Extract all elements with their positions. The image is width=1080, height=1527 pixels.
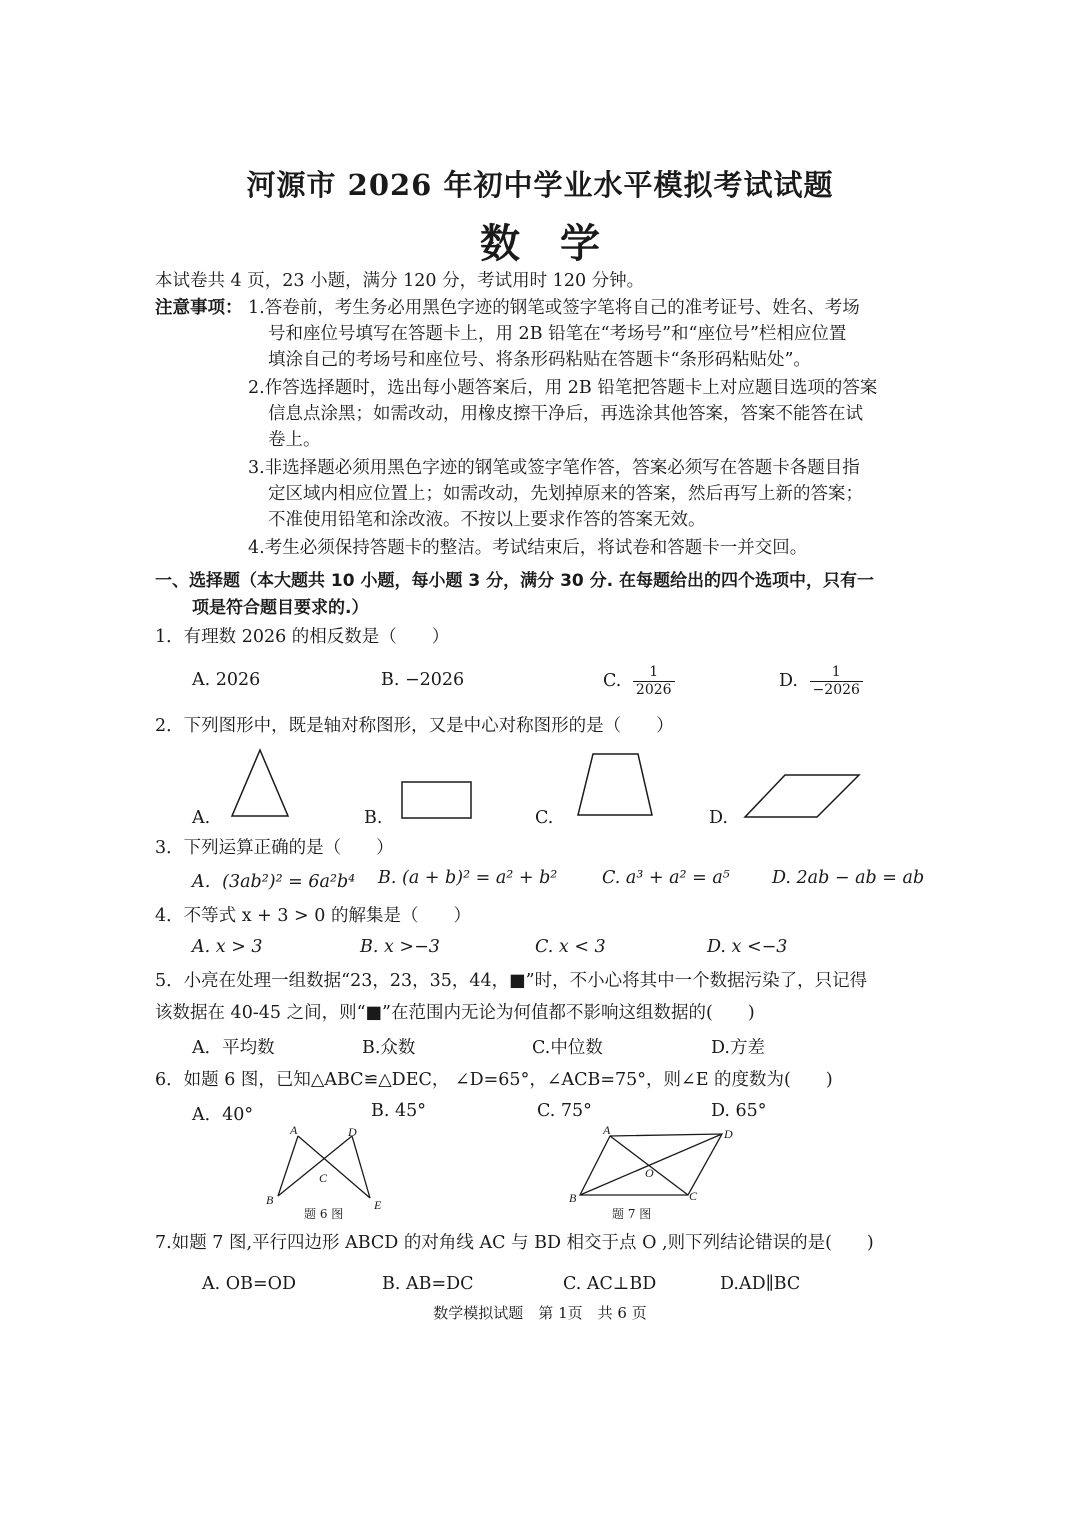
q1-option-a: A. 2026 <box>192 670 261 690</box>
q6-stem: 6．如题 6 图，已知△ABC≌△DEC， ∠D=65°，∠ACB=75°，则∠E 的度数为( ) <box>155 1070 833 1090</box>
q7-label-c: C <box>689 1189 698 1203</box>
q7-option-a: A. OB=OD <box>202 1274 297 1294</box>
q2-option-b-label: B. <box>364 808 383 828</box>
q7-figure <box>565 1122 745 1226</box>
section-1-heading-cont: 项是符合题目要求的.） <box>192 598 369 618</box>
q4-option-d: D. x <−3 <box>707 937 788 957</box>
q2-option-d-label: D. <box>709 808 728 828</box>
q2-parallelogram-figure <box>743 773 863 821</box>
q1-option-d <box>779 664 863 699</box>
q3-stem: 3．下列运算正确的是（ ） <box>155 838 394 858</box>
notice-2-line-3: 卷上。 <box>268 430 321 450</box>
q2-rectangle-figure <box>400 780 474 820</box>
q1-option-b: B. −2026 <box>381 670 465 690</box>
q6-option-b: B. 45° <box>371 1101 427 1121</box>
q6-label-a: A <box>290 1123 298 1137</box>
section-1-heading: 一、选择题（本大题共 10 小题，每小题 3 分，满分 30 分. 在每题给出的四个选项中，只有一 <box>155 571 875 591</box>
q2-trapezoid-figure <box>576 752 656 818</box>
q1-stem: 1．有理数 2026 的相反数是（ ） <box>155 627 450 647</box>
q1-option-d-fraction <box>810 664 863 699</box>
q1-option-c-numerator: 1 <box>633 664 675 682</box>
q1-option-d-numerator: 1 <box>810 664 863 682</box>
q6-label-e: E <box>374 1198 382 1212</box>
q6-label-b: B <box>266 1193 274 1207</box>
q6-option-d: D. 65° <box>711 1101 767 1121</box>
q5-option-b: B.众数 <box>362 1038 416 1058</box>
q7-option-b: B. AB=DC <box>382 1274 474 1294</box>
q7-label-b: B <box>569 1191 577 1205</box>
notice-4-line-1: 4.考生必须保持答题卡的整洁。考试结束后，将试卷和答题卡一并交回。 <box>248 538 808 558</box>
notice-3-line-1: 3.非选择题必须用黑色字迹的钢笔或签字笔作答，答案必须写在答题卡各题目指 <box>248 458 860 478</box>
notice-2-line-1: 2.作答选择题时，选出每小题答案后，用 2B 铅笔把答题卡上对应题目选项的答案 <box>248 378 878 398</box>
exam-title: 河源市 2026 年初中学业水平模拟考试试题 <box>246 168 834 202</box>
q7-option-d: D.AD∥BC <box>720 1274 801 1294</box>
intro-text: 本试卷共 4 页，23 小题，满分 120 分，考试用时 120 分钟。 <box>155 271 645 291</box>
q6-caption: 题 6 图 <box>304 1207 344 1221</box>
q7-option-c: C. AC⊥BD <box>563 1274 657 1294</box>
q3-option-d: D. 2ab − ab = ab <box>772 868 925 888</box>
q7-label-d: D <box>724 1127 733 1141</box>
q1-option-c-fraction <box>633 664 675 699</box>
q6-figure <box>262 1122 392 1226</box>
q5-stem-line-1: 5．小亮在处理一组数据“23，23，35，44，■”时，不小心将其中一个数据污染了，只记得 <box>155 971 868 991</box>
q3-option-c: C. a³ + a² = a⁵ <box>602 868 730 888</box>
q5-option-d: D.方差 <box>711 1038 765 1058</box>
notice-label: 注意事项： <box>155 298 243 318</box>
notice-3-line-3: 不准使用铅笔和涂改液。不按以上要求作答的答案无效。 <box>268 510 706 530</box>
notice-1-line-2: 号和座位号填写在答题卡上，用 2B 铅笔在“考场号”和“座位号”栏相应位置 <box>268 324 847 344</box>
q7-stem: 7.如题 7 图,平行四边形 ABCD 的对角线 AC 与 BD 相交于点 O ,则下列结论错误的是( ) <box>155 1233 874 1253</box>
q5-option-c: C.中位数 <box>532 1038 603 1058</box>
q4-stem: 4．不等式 x + 3 > 0 的解集是（ ） <box>155 906 471 926</box>
q7-caption: 题 7 图 <box>612 1207 652 1221</box>
q7-label-o: O <box>645 1166 654 1180</box>
q1-option-d-label: D. <box>779 671 798 691</box>
q2-option-c-label: C. <box>535 808 554 828</box>
q4-option-a: A. x > 3 <box>192 937 263 957</box>
q7-label-a: A <box>603 1123 611 1137</box>
q4-option-b: B. x >−3 <box>360 937 440 957</box>
notice-3-line-2: 定区域内相应位置上；如需改动，先划掉原来的答案，然后再写上新的答案； <box>268 484 863 504</box>
q6-label-c: C <box>319 1171 328 1185</box>
q6-option-a: A．40° <box>192 1105 254 1125</box>
q2-option-a-label: A. <box>192 808 211 828</box>
q1-option-c <box>603 664 675 699</box>
q5-stem-line-2: 该数据在 40-45 之间，则“■”在范围内无论为何值都不影响这组数据的( ) <box>155 1003 755 1023</box>
q4-option-c: C. x < 3 <box>535 937 606 957</box>
page-footer: 数学模拟试题 第 1页 共 6 页 <box>433 1304 647 1322</box>
q1-option-c-denominator: 2026 <box>635 682 672 698</box>
q3-option-a: A．(3ab²)² = 6a²b⁴ <box>192 872 356 892</box>
q5-option-a: A．平均数 <box>192 1038 275 1058</box>
notice-1-line-1: 1.答卷前，考生务必用黑色字迹的钢笔或签字笔将自己的准考证号、姓名、考场 <box>248 298 860 318</box>
subject-title: 数学 <box>480 220 640 267</box>
q2-triangle-figure <box>228 748 293 820</box>
q1-option-d-denominator: −2026 <box>812 682 860 698</box>
q3-option-b: B. (a + b)² = a² + b² <box>378 868 558 888</box>
notice-2-line-2: 信息点涂黑；如需改动，用橡皮擦干净后，再选涂其他答案，答案不能答在试 <box>268 404 863 424</box>
q6-label-d: D <box>348 1125 357 1139</box>
q6-option-c: C. 75° <box>537 1101 592 1121</box>
notice-1-line-3: 填涂自己的考场号和座位号、将条形码粘贴在答题卡“条形码粘贴处”。 <box>268 350 811 370</box>
q2-stem: 2．下列图形中，既是轴对称图形，又是中心对称图形的是（ ） <box>155 716 674 736</box>
q1-option-c-label: C. <box>603 671 622 691</box>
